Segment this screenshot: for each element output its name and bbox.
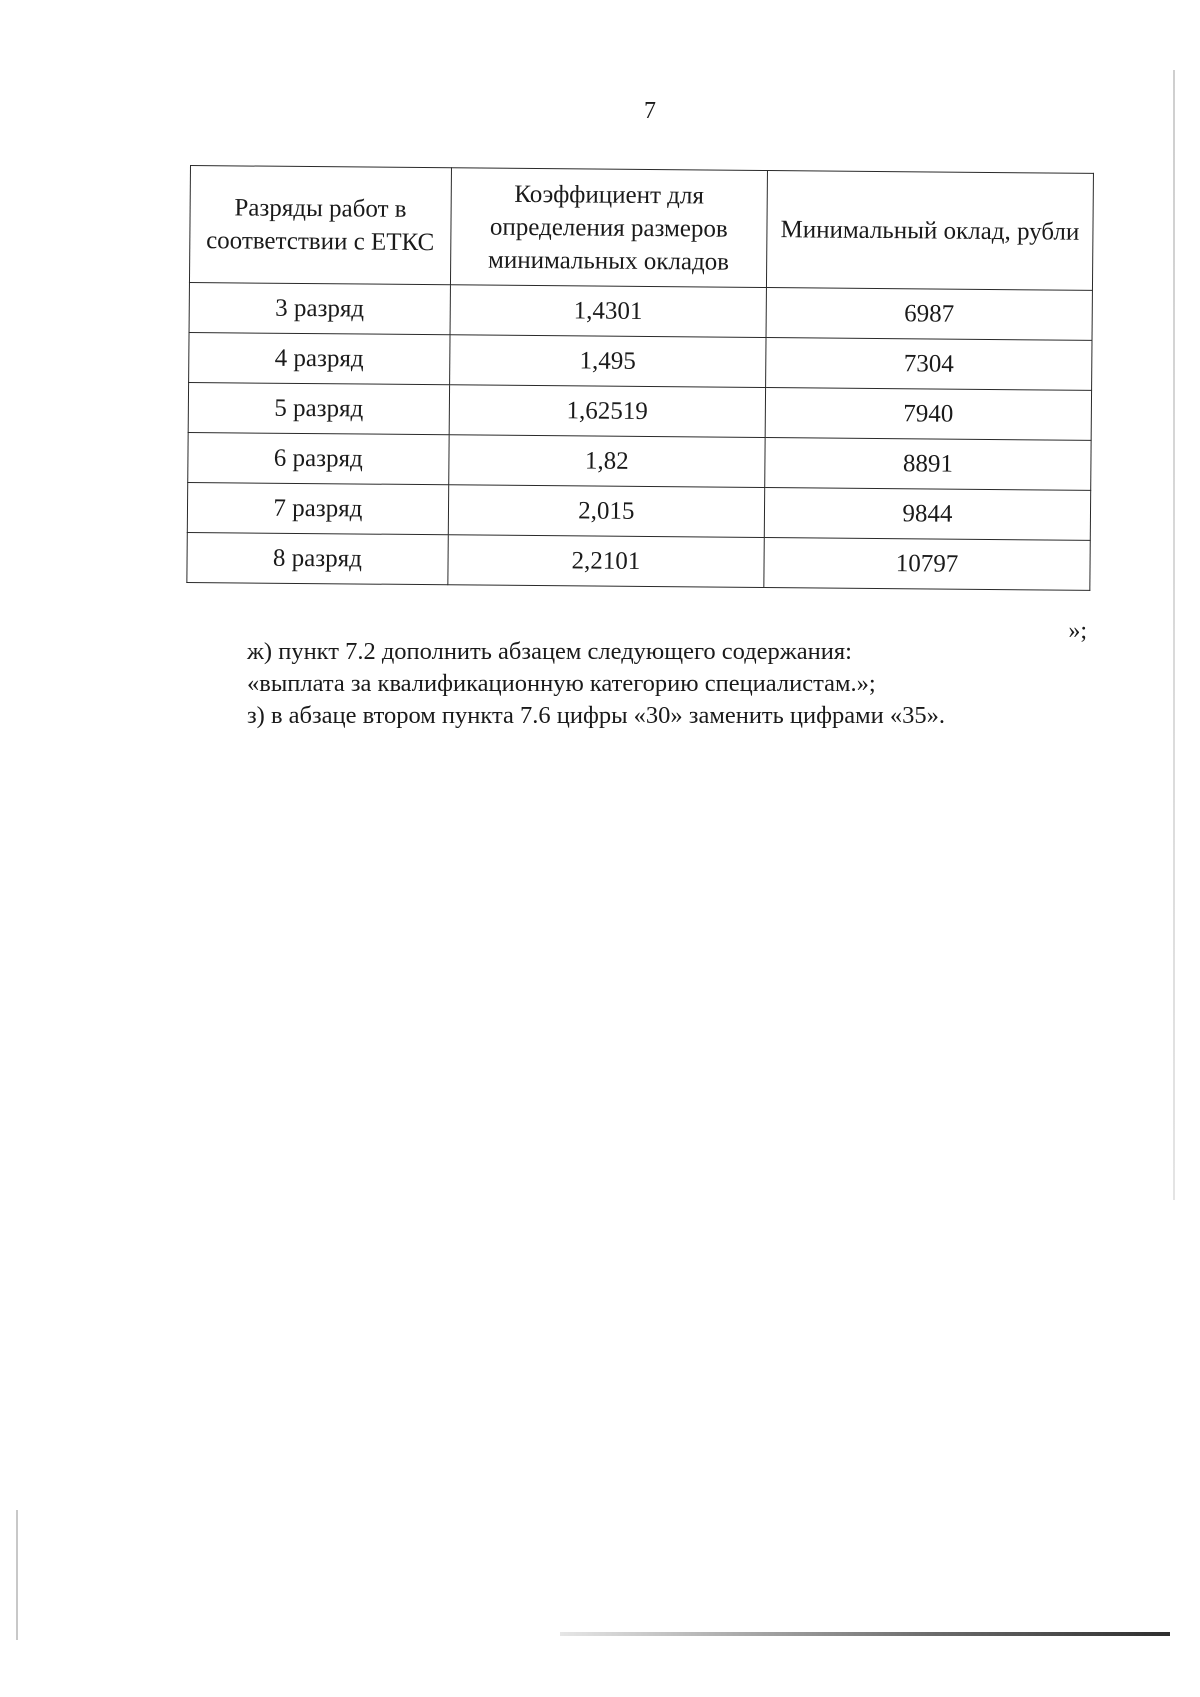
cell-grade: 3 разряд	[189, 282, 450, 334]
cell-coefficient: 2,2101	[448, 535, 765, 588]
cell-grade: 8 разряд	[187, 532, 448, 584]
cell-salary: 8891	[765, 438, 1091, 491]
salary-table	[186, 165, 1094, 591]
page-number	[0, 98, 1200, 125]
cell-salary: 9844	[764, 488, 1090, 541]
header-coefficient: Коэффициент для определения размеров минимальных окладов	[450, 168, 767, 288]
cell-coefficient: 2,015	[448, 485, 765, 538]
table-header-row	[189, 166, 1093, 291]
page-number-text: 7	[644, 98, 656, 124]
cell-salary: 10797	[764, 538, 1090, 591]
scan-edge-left	[16, 1510, 18, 1640]
cell-salary: 6987	[766, 288, 1092, 341]
cell-salary: 7940	[765, 388, 1091, 441]
cell-grade: 5 разряд	[188, 382, 449, 434]
table-closing-quote: »;	[1068, 618, 1087, 644]
cell-grade: 4 разряд	[189, 332, 450, 384]
scan-edge-bottom	[560, 1632, 1170, 1636]
amendment-zh-quote: «выплата за квалификационную категорию специалистам.»;	[247, 670, 876, 697]
cell-coefficient: 1,82	[448, 435, 765, 488]
table-row	[187, 532, 1090, 590]
table-row	[188, 382, 1091, 440]
table-row	[188, 432, 1091, 490]
amendment-z: з) в абзаце втором пункта 7.6 цифры «30» заменить цифрами «35».	[247, 702, 946, 729]
table-row	[187, 482, 1090, 540]
cell-coefficient: 1,4301	[450, 285, 767, 338]
amendments-text	[247, 636, 1107, 732]
header-grade: Разряды работ в соответствии с ЕТКС	[189, 166, 451, 285]
cell-coefficient: 1,495	[449, 335, 766, 388]
table-row	[189, 332, 1092, 390]
header-salary: Минимальный оклад, рубли	[766, 171, 1093, 291]
cell-grade: 7 разряд	[187, 482, 448, 534]
table-row	[189, 282, 1092, 340]
cell-salary: 7304	[766, 338, 1092, 391]
cell-coefficient: 1,62519	[449, 385, 766, 438]
amendment-zh: ж) пункт 7.2 дополнить абзацем следующего содержания:	[247, 638, 852, 665]
cell-grade: 6 разряд	[188, 432, 449, 484]
scan-edge-right	[1173, 70, 1175, 1200]
